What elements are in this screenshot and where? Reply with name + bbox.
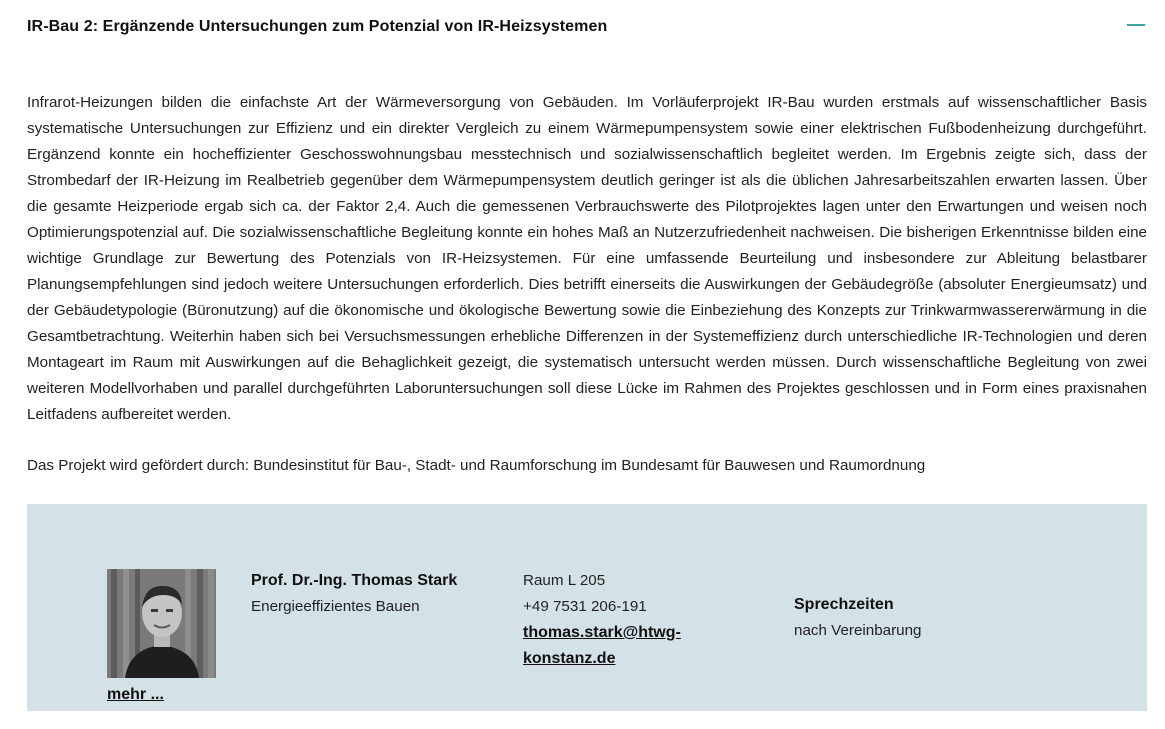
email-part-2: konstanz.de xyxy=(523,650,616,667)
accordion-title[interactable]: IR-Bau 2: Ergänzende Untersuchungen zum Potenzial von IR-Heizsystemen xyxy=(27,18,608,35)
accordion-header[interactable] xyxy=(27,18,1147,42)
person-info xyxy=(251,568,501,620)
project-description: Infrarot-Heizungen bilden die einfachste Art der Wärmeversorgung von Gebäuden. Im Vorläuferprojekt IR-Bau wurden erstmals auf wissenschaftlicher Basis systematische Untersuchungen zur Effizienz und ein direkter Vergleich zu einem Wärmepumpensystem sowie einer elektrischen Fußbodenheizung durchgeführt. Ergänzend konnte ein hocheffizienter Geschosswohnungsbau messtechnisch und sozialwissenschaftlich begleitet werden. Im Ergebnis zeigte sich, dass der Strombedarf der IR-Heizung im Realbetrieb gegenüber dem Wärmepumpensystem deutlich geringer ist als die üblichen Jahresarbeitszahlen erwarten lassen. Über die gesamte Heizperiode ergab sich ca. der Faktor 2,4. Auch die gemessenen Verbrauchswerte des Pilotprojektes lagen unter den Erwartungen und weisen noch Optimierungspotenzial auf. Die sozialwissenschaftliche Begleitung konnte ein hohes Maß an Nutzerzufriedenheit nachweisen. Die bisherigen Erkenntnisse bilden eine wichtige Grundlage zur Bewertung des Potenzials von IR-Heizsystemen. Für eine umfassende Beurteilung und insbesondere zur Ableitung belastbarer Planungsempfehlungen sind jedoch weitere Untersuchungen erforderlich. Dies betrifft einerseits die Auswirkungen der Gebäudegröße (absoluter Energieumsatz) und der Gebäudetypologie (Büronutzung) auf die ökonomische und ökologische Bewertung sowie die Einbeziehung des Konzepts zur Trinkwarmwassererwärmung in die Gesamtbetrachtung. Weiterhin haben sich bei Versuchsmessungen erhebliche Differenzen in der Systemeffizienz durch unterschiedliche IR-Technologien und deren Montageart im Raum mit Auswirkungen auf die Behaglichkeit gezeigt, die systematisch untersucht werden müssen. Durch wissenschaftliche Begleitung von zwei weiteren Modellvorhaben und parallel durchgeführten Laboruntersuchungen soll diese Lücke im Rahmen des Projektes geschlossen und in Form eines praxisnahen Leitfadens aufbereitet werden. xyxy=(27,94,1147,423)
phone: +49 7531 206-191 xyxy=(523,598,647,615)
funding-note: Das Projekt wird gefördert durch: Bundesinstitut für Bau-, Stadt- und Raumforschung im Bundesamt für Bauwesen und Raumordnung xyxy=(27,457,926,474)
contact-card xyxy=(27,504,1147,711)
contact-details xyxy=(523,568,753,672)
email-part-1: thomas.stark@htwg- xyxy=(523,624,681,641)
email-link[interactable] xyxy=(523,620,753,672)
office-hours xyxy=(794,592,1044,644)
avatar[interactable] xyxy=(107,569,216,678)
office-hours-value: nach Vereinbarung xyxy=(794,622,922,639)
more-link[interactable]: mehr ... xyxy=(107,686,164,703)
person-name: Prof. Dr.-Ing. Thomas Stark xyxy=(251,572,458,589)
room: Raum L 205 xyxy=(523,572,606,589)
office-hours-label: Sprechzeiten xyxy=(794,596,894,613)
person-department: Energieeffizientes Bauen xyxy=(251,598,420,615)
minus-icon[interactable] xyxy=(1127,24,1145,26)
